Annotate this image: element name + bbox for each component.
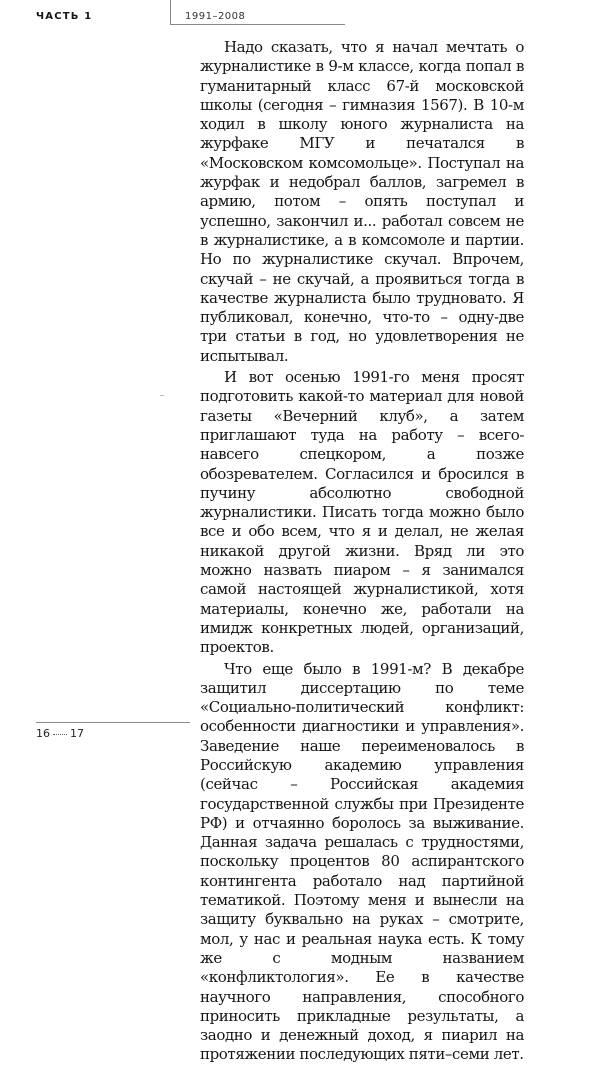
paragraph: Что еще было в 1991-м? В декабре защитил диссертацию по теме «Социально-политический конфликт: особенности диагностики и управления». Заведение наше переименовалось в Российскую академию управления (сейчас – Российская академия государственной службы при Президенте РФ) и отчаянно боролось за выживание. Данная задача решалась с трудностями, поскольку процентов 80 аспирантского контингента работало над партийной тематикой. Поэтому меня и вынесли на защиту буквально на руках – смотрите, мол, у нас и реальная наука есть. К тому же с модным названием «конфликтология». Ее в качестве научного направления, способного приносить прикладные результаты, а заодно и денежный доход, я пиарил на протяжении последующих пяти–семи лет. <box>200 659 524 1064</box>
header-divider-vertical <box>170 0 171 24</box>
part-label: ЧАСТЬ 1 <box>36 11 93 22</box>
page-numbers <box>36 727 84 740</box>
paragraph: И вот осенью 1991-го меня просят подготовить какой-то материал для новой газеты «Вечерний клуб», а затем приглашают туда на работу – всего-навсего спецкором, а позже обозревателем. Согласился и бросился в пучину абсолютно свободной журналистики. Писать тогда можно было все и обо всем, что я и делал, не желая никакой другой жизни. Вряд ли это можно назвать пиаром – я занимался самой настоящей журналистикой, хотя материалы, конечно же, работали на имидж конкретных людей, организаций, проектов. <box>200 368 524 657</box>
paragraph: Надо сказать, что я начал мечтать о журналистике в 9-м классе, когда попал в гуманитарный класс 67-й московской школы (сегодня – гимназия 1567). В 10-м ходил в школу юного журналиста на журфаке МГУ и печатался в «Московском комсомольце». Поступал на журфак и недобрал баллов, загремел в армию, потом – опять поступал и успешно, закончил и... работал совсем не в журналистике, а в комсомоле и партии. Но по журналистике скучал. Впрочем, скучай – не скучай, а проявиться тогда в качестве журналиста было трудновато. Я публиковал, конечно, что-то – одну-две три статьи в год, но удовлетворения не испытывал. <box>200 38 524 365</box>
page-number-left: 16 <box>36 727 50 740</box>
page-number-separator <box>53 734 67 735</box>
running-header <box>0 0 600 26</box>
footer-rule <box>36 722 190 723</box>
year-range: 1991–2008 <box>185 11 246 22</box>
margin-mark <box>160 395 164 396</box>
header-divider-horizontal <box>170 24 345 25</box>
body-text <box>200 38 524 1065</box>
page-number-right: 17 <box>70 727 84 740</box>
